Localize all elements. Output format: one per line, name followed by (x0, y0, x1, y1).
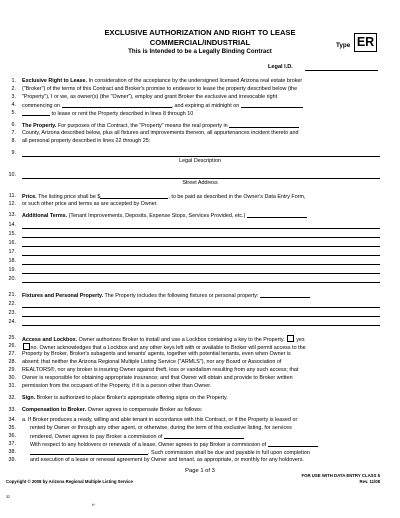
additional-terms-line[interactable] (22, 228, 380, 229)
line-21: 21. Fixtures and Personal Property. The Property includes the following fixtures or personal property: (0, 292, 400, 299)
document-title: EXCLUSIVE AUTHORIZATION AND RIGHT TO LEASE (104, 28, 296, 37)
line-3: 3. "Property"), I or we, as owner(s) (the "Owner"), employ and grant Broker the exclusive and irrevocable right (11, 94, 278, 100)
additional-terms-line[interactable] (22, 264, 380, 265)
line-22: 22. (0, 301, 400, 308)
line-35: 35. rented by Owner or through any other agent, or otherwise, during the term of this exclusive listing, for services (8, 425, 292, 431)
listing-price-field[interactable] (100, 193, 168, 199)
additional-terms-line[interactable] (22, 237, 380, 238)
line-23: 23. (0, 310, 400, 317)
line-7: 7. County, Arizona described below, plus all fixtures and improvements thereon, all appurtenances incident thereto and (11, 130, 299, 136)
line-36: 36. rendered, Owner agrees to pay Broker a commission of (0, 433, 400, 440)
fixtures-line[interactable] (22, 307, 380, 308)
line-9: 9. (0, 150, 400, 157)
line-20: 20. (0, 276, 400, 283)
section-heading-property: The Property. (22, 123, 57, 129)
renewal-commission-field[interactable] (268, 441, 318, 447)
section-heading-exclusive-right: Exclusive Right to Lease. (22, 78, 88, 84)
line-24: 24. (0, 319, 400, 326)
legal-description-field[interactable] (22, 156, 380, 157)
page-number: Page 1 of 3 (185, 468, 215, 474)
additional-terms-line[interactable] (22, 255, 380, 256)
type-label: Type (336, 42, 351, 49)
line-33: 33. Compensation to Broker. Owner agrees to compensate Broker as follows: (8, 407, 203, 413)
data-entry-note: FOR USE WITH DATA ENTRY CLASS 5 (301, 473, 380, 478)
line-11: 11. Price. The listing price shall be $ , to be paid as described in the Owner's Data Entry Form, (8, 193, 306, 200)
line-16: 16. (0, 240, 400, 247)
section-heading-access-lockbox: Access and Lockbox. (22, 337, 78, 343)
line-13: 13. Additional Terms. (Tenant Improvements, Deposits, Expense Stops, Services Provided, etc.) (0, 212, 400, 219)
revision-date: Rev. 11/08 (359, 479, 380, 484)
line-6: 6. The Property. For purposes of this Contract, the "Property" means the real property in (0, 122, 400, 129)
document-subtitle: COMMERCIAL/INDUSTRIAL (149, 38, 251, 47)
line-18: 18. (0, 258, 400, 265)
line-10: 10. (0, 172, 400, 179)
line-4: 4. commencing on , and expiring at midnight on (0, 102, 400, 109)
line-39: 39. and execution of a lease or renewal agreement by Owner and tenant, as appropriate, or monthly for any holdovers. (8, 457, 304, 463)
section-heading-price: Price. (22, 194, 37, 200)
line-29: 29. REALTORS®, nor any broker is insuring Owner against theft, loss or vandalism resulting from any such access; that (8, 367, 299, 373)
line-30: 30. Owner is responsible for obtaining appropriate insurance; and that Owner will obtain and provide to Broker written (8, 375, 293, 381)
line-25: 25. Access and Lockbox. Owner authorizes Broker to install and use a Lockbox containing a key to the Property. yes (8, 335, 305, 343)
fixtures-line[interactable] (22, 325, 380, 326)
corner-mark: 32 (6, 495, 10, 499)
fixtures-field-1[interactable] (260, 292, 310, 298)
line-1: 1. Exclusive Right to Lease. In consideration of the acceptance by the undersigned licensed Arizona real estate broker (11, 78, 303, 84)
commencing-date-field[interactable] (62, 102, 172, 108)
commission-field[interactable] (164, 433, 244, 439)
legal-id-label: Legal I.D. (268, 64, 293, 70)
section-heading-fixtures: Fixtures and Personal Property. (22, 293, 104, 299)
line-2: 2. ("Broker") of the terms of this Contract and Broker's promise to endeavor to lease the property described below (the (11, 86, 298, 92)
line-31: 31. permission from the occupant of the Property, if it is a person other than Owner. (8, 383, 212, 389)
line-8: 8. all personal property described in lines 22 through 25: (11, 138, 151, 144)
line-12: 12. or such other price and terms as are accepted by Owner. (8, 201, 158, 207)
street-address-field[interactable] (22, 178, 380, 179)
line-17: 17. (0, 249, 400, 256)
line-28: 28. absent; that neither the Arizona Regional Multiple Listing Service ("ARMLS"), nor any Board or Association of (8, 359, 282, 365)
section-heading-additional-terms: Additional Terms. (22, 213, 68, 219)
lease-term-field[interactable] (22, 110, 50, 116)
section-heading-sign: Sign. (22, 395, 36, 401)
county-field[interactable] (229, 122, 299, 128)
legal-id-field[interactable] (305, 70, 378, 71)
line-26: 26. no. Owner acknowledges that a Lockbox and any other keys left with or available to Broker will permit access to the (8, 343, 306, 351)
copyright-notice: Copyright © 2008 by Arizona Regional Multiple Listing Service (6, 479, 133, 484)
line-14: 14. (0, 222, 400, 229)
page-mark: H (92, 503, 95, 507)
section-heading-compensation: Compensation to Broker. (22, 407, 87, 413)
line-19: 19. (0, 267, 400, 274)
lockbox-no-checkbox[interactable] (23, 343, 30, 350)
binding-notice: This is Intended to be a Legally Binding Contract (128, 48, 272, 55)
street-address-label: Street Address (182, 180, 218, 186)
expiring-date-field[interactable] (241, 102, 303, 108)
additional-terms-line[interactable] (22, 273, 380, 274)
line-32: 32. Sign. Broker is authorized to place Broker's appropriate offering signs on the Property. (8, 395, 228, 401)
lockbox-yes-checkbox[interactable] (287, 335, 294, 342)
type-code-box: ER (354, 33, 377, 52)
line-15: 15. (0, 231, 400, 238)
renewal-commission-field-2[interactable] (30, 449, 148, 455)
legal-description-label: Legal Description (179, 158, 221, 164)
additional-terms-line[interactable] (22, 282, 380, 283)
additional-terms-line[interactable] (22, 246, 380, 247)
fixtures-line[interactable] (22, 316, 380, 317)
additional-terms-field-1[interactable] (247, 212, 307, 218)
line-27: 27. Property by Broker, Broker's subagents and tenants' agents, together with potential tenants, even when Owner is (8, 351, 291, 357)
line-37: 37. With respect to any holdovers or renewals of a lease, Owner agrees to pay Broker a commission of (0, 441, 400, 448)
line-5: 5. to lease or rent the Property described in lines 8 through 10 (11, 110, 194, 117)
line-38: 38. . Such commission shall be due and payable in full upon completion (8, 449, 310, 456)
line-34: 34. a. If Broker produces a ready, willing and able tenant in accordance with this Contract, or if the Property is leased or (8, 417, 298, 423)
